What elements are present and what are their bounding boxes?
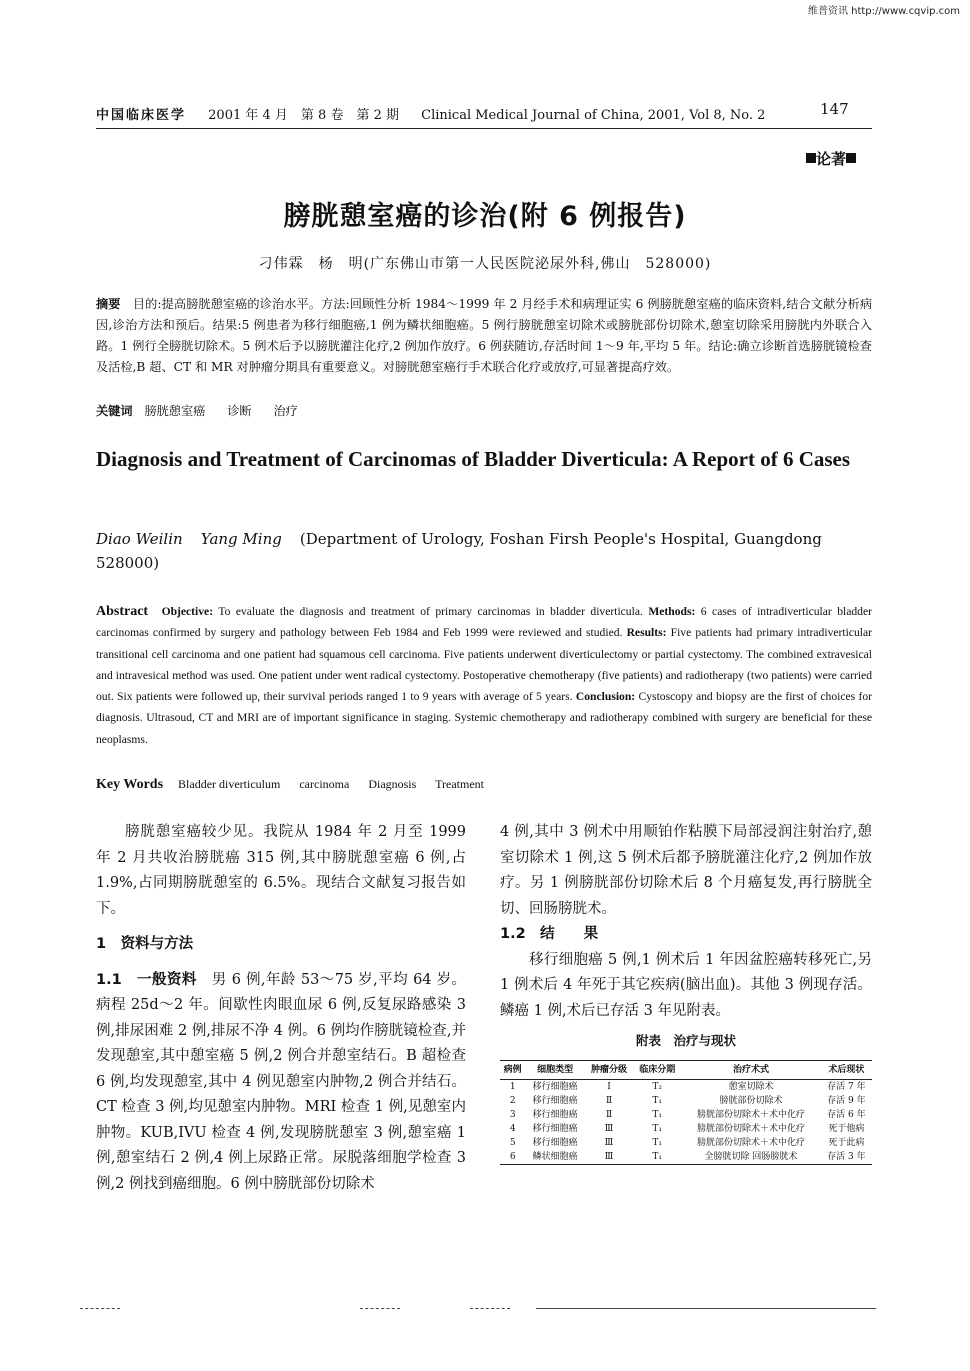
table-row: [500, 1122, 872, 1136]
table-cell: 膀胱部份切除术＋术中化疗: [696, 1123, 805, 1134]
author-name-en: Yang Ming: [200, 530, 282, 548]
footer-rule: [536, 1308, 876, 1309]
methods-text: 6 cases of intradiverticular bladder carcinomas confirmed by surgery and pathology between Feb 1984 and Feb 1999 were reviewed and studied.: [96, 605, 872, 640]
table-cell: Ⅰ: [607, 1081, 611, 1092]
journal-name-en: Clinical Medical Journal of China, 2001, Vol 8, No. 2: [421, 108, 766, 123]
table-cell: 2: [509, 1095, 516, 1106]
square-bullet-icon: [806, 153, 816, 163]
article-title-cn: 膀胱憩室癌的诊治(附 6 例报告): [283, 201, 687, 232]
table-cell: 移行细胞癌: [532, 1109, 578, 1120]
abstract-cn: [96, 294, 872, 378]
body-column-left: [96, 820, 466, 1197]
section-heading-materials-methods: 1 资料与方法: [96, 936, 194, 952]
authors-cn: 刁伟霖 杨 明(广东佛山市第一人民医院泌尿外科,佛山 528000): [258, 256, 712, 272]
table-cell: T₁: [633, 1150, 681, 1165]
objective-label: Objective:: [161, 605, 214, 618]
table-header-cell: 肿瘤分级: [585, 1060, 633, 1079]
keyword-en: Diagnosis: [368, 777, 417, 791]
section-tag: [806, 148, 856, 169]
abstract-cn-text: 目的:提高膀胱憩室癌的诊治水平。方法:回顾性分析 1984～1999 年 2 月经手术和病理证实 6 例膀胱憩室癌的临床资料,结合文献分析病因,诊治方法和预后。结果:5 例患者为移行细胞癌,1 例为鳞状细胞癌。5 例行膀胱憩室切除术或膀胱部份切除术,憩室切除采用膀胱内外联合入路。1 例行全膀胱切除术。5 例术后予以膀胱灌注化疗,2 例加作放疗。6 例获随访,存活时间 1～9 年,平均 5 年。结论:确立诊断首选膀胱镜检查及活检,B 超、CT 和 MR 对肿瘤分期具有重要意义。对膀胱憩室癌行手术联合化疗或放疗,可显著提高疗效。: [96, 297, 873, 374]
results-text: Five patients had primary intradiverticular transitional cell carcinoma and one patient had squamous cell carcinoma. Five patients underwent diverticulectomy or partial cystectomy. The combined extravesical and intravesical method was used. One patient under went radical cystectomy. Postoperative chemotherapy (five patients) and radiotherapy (two patients) were carried out. Six patients were followed up, their survival periods ranged 1 to 9 years with average of 5 years.: [96, 626, 872, 704]
intro-paragraph: 膀胱憩室癌较少见。我院从 1984 年 2 月至 1999 年 2 月共收治膀胱癌 315 例,其中膀胱憩室癌 6 例,占 1.9%,占同期膀胱憩室的 6.5%。现结合文献复习报告如下。: [96, 824, 466, 917]
journal-name-cn: 中国临床医学: [96, 108, 187, 123]
issue-info-cn: 2001 年 4 月 第 8 卷 第 2 期: [208, 108, 399, 123]
table-cell: Ⅲ: [604, 1137, 614, 1148]
page-number: 147: [820, 100, 849, 118]
table-header-cell: 术后现状: [821, 1060, 872, 1079]
results-paragraph: 移行细胞癌 5 例,1 例术后 1 年因盆腔癌转移死亡,另 1 例术后 4 年死于其它疾病(脑出血)。其他 3 例现存活。鳞癌 1 例,术后已存活 3 年见附表。: [500, 951, 872, 1019]
footer-rule: [360, 1308, 400, 1309]
results-label: Results:: [626, 626, 667, 640]
table-cell: 鳞状细胞癌: [525, 1150, 585, 1165]
subsection-results-heading: 1.2 结 果: [500, 926, 599, 942]
abstract-cn-label: 摘要: [96, 297, 121, 311]
table-cell: Ⅱ: [605, 1095, 613, 1106]
table-cell: 存活 3 年: [821, 1150, 872, 1165]
running-header: [96, 104, 876, 123]
table-row: [500, 1108, 872, 1122]
table-header-cell: 治疗术式: [681, 1060, 820, 1079]
table-cell: 膀胱部份切除术＋术中化疗: [696, 1137, 805, 1148]
footer-rule: [80, 1308, 120, 1309]
abstract-en-label: Abstract: [96, 604, 149, 619]
keywords-cn: [96, 402, 872, 419]
keywords-en: [96, 777, 872, 793]
conclusion-label: Conclusion:: [575, 690, 636, 704]
keyword-en: carcinoma: [299, 777, 350, 791]
table-cell: 膀胱部份切除术＋术中化疗: [696, 1109, 805, 1120]
keyword-en: Treatment: [435, 777, 484, 791]
keywords-cn-label: 关键词: [96, 404, 133, 418]
general-data-text: 男 6 例,年龄 53～75 岁,平均 64 岁。病程 25d～2 年。间歇性肉眼血尿 6 例,反复尿路感染 3 例,排尿困难 2 例,排尿不净 4 例。6 例均作膀胱镜检查,并发现憩室,其中憩室癌 5 例,2 例合并憩室结石。B 超检查 6 例,均发现憩室,其中 4 例见憩室内肿物,2 例合并结石。CT 检查 3 例,均见憩室内肿物。MRI 检查 1 例,见憩室内肿物。KUB,IVU 检查 4 例,发现膀胱憩室 3 例,憩室癌 1 例,憩室结石 2 例,4 例上尿路正常。尿脱落细胞学检查 3 例,2 例找到癌细胞。6 例中膀胱部份切除术: [96, 971, 467, 1192]
table-cell: T₁: [652, 1137, 662, 1148]
table-cell: 存活 7 年: [827, 1081, 866, 1092]
table-row: [500, 1079, 872, 1094]
table-cell: 憩室切除术: [728, 1081, 774, 1092]
header-rule: [96, 128, 872, 129]
objective-text: To evaluate the diagnosis and treatment of primary carcinomas in bladder diverticula.: [218, 605, 643, 618]
table-cell: 移行细胞癌: [532, 1123, 578, 1134]
article-title-en: Diagnosis and Treatment of Carcinomas of Bladder Diverticula: A Report of 6 Cases: [96, 447, 851, 471]
table-cell: 存活 9 年: [827, 1095, 866, 1106]
keyword-cn: 膀胱憩室癌: [144, 404, 206, 418]
abstract-en: [96, 601, 872, 750]
table-cell: T₁: [652, 1109, 662, 1120]
table-cell: 移行细胞癌: [532, 1137, 578, 1148]
keyword-cn: 诊断: [227, 404, 252, 418]
table-header-cell: 病例: [500, 1060, 525, 1079]
affiliation-en: (Department of Urology, Foshan Firsh People's Hospital, Guangdong 528000): [96, 530, 822, 572]
table-header-cell: 临床分期: [633, 1060, 681, 1079]
table-cell: 移行细胞癌: [532, 1095, 578, 1106]
table-cell: 1: [509, 1081, 516, 1092]
footer-rule: [470, 1308, 510, 1309]
table-cell: 存活 6 年: [827, 1109, 866, 1120]
watermark: 维普资讯 http://www.cqvip.com: [807, 6, 960, 17]
square-bullet-icon: [846, 153, 856, 163]
table-row: [500, 1094, 872, 1108]
conclusion-text: Cystoscopy and biopsy are the first of choices for diagnosis. Ultrasoud, CT and MRI are of important significance in staging. Systemic chemotherapy and radiotherapy combined with surgery are beneficial for these neoplasms.: [96, 690, 873, 746]
table-cell: T₂: [652, 1081, 662, 1092]
table-row: [500, 1150, 872, 1165]
table-header-row: [500, 1060, 872, 1079]
table-cell: 死于此病: [828, 1137, 865, 1148]
subsection-label-results: [500, 922, 872, 948]
general-data-paragraph: [96, 968, 466, 1198]
table-cell: 全膀胱切除 回肠膀胱术: [681, 1150, 820, 1165]
authors-en: [96, 527, 872, 575]
table-cell: Ⅲ: [585, 1150, 633, 1165]
methods-label: Methods:: [648, 605, 696, 618]
table-cell: T₁: [652, 1123, 662, 1134]
table-cell: 移行细胞癌: [532, 1081, 578, 1092]
table-cell: 4: [509, 1123, 516, 1134]
keywords-en-label: Key Words: [96, 777, 164, 792]
table-cell: 死于他病: [828, 1123, 865, 1134]
body-column-right: [500, 820, 872, 1165]
section-tag-label: 论著: [816, 150, 847, 168]
table-cell: Ⅱ: [605, 1109, 613, 1120]
keyword-en: Bladder diverticulum: [178, 777, 281, 791]
keyword-cn: 治疗: [273, 404, 298, 418]
treatment-continuation: 4 例,其中 3 例术中用顺铂作粘膜下局部浸润注射治疗,憩室切除术 1 例,这 5 例术后都予膀胱灌注化疗,2 例加作放疗。另 1 例膀胱部份切除术后 8 个月癌复发,再行膀胱全切、回肠膀胱术。: [500, 824, 872, 917]
results-table: [500, 1060, 872, 1165]
table-cell: T₁: [652, 1095, 662, 1106]
table-cell: 6: [500, 1150, 525, 1165]
table-cell: 5: [509, 1137, 516, 1148]
table-row: [500, 1136, 872, 1150]
author-name-en: Diao Weilin: [96, 530, 183, 548]
table-caption: 附表 治疗与现状: [635, 1033, 736, 1048]
subsection-label-general-data: 1.1 一般资料: [96, 971, 197, 988]
table-cell: Ⅲ: [604, 1123, 614, 1134]
table-header-cell: 细胞类型: [525, 1060, 585, 1079]
table-cell: 3: [509, 1109, 516, 1120]
table-cell: 膀胱部份切除术: [719, 1095, 783, 1106]
